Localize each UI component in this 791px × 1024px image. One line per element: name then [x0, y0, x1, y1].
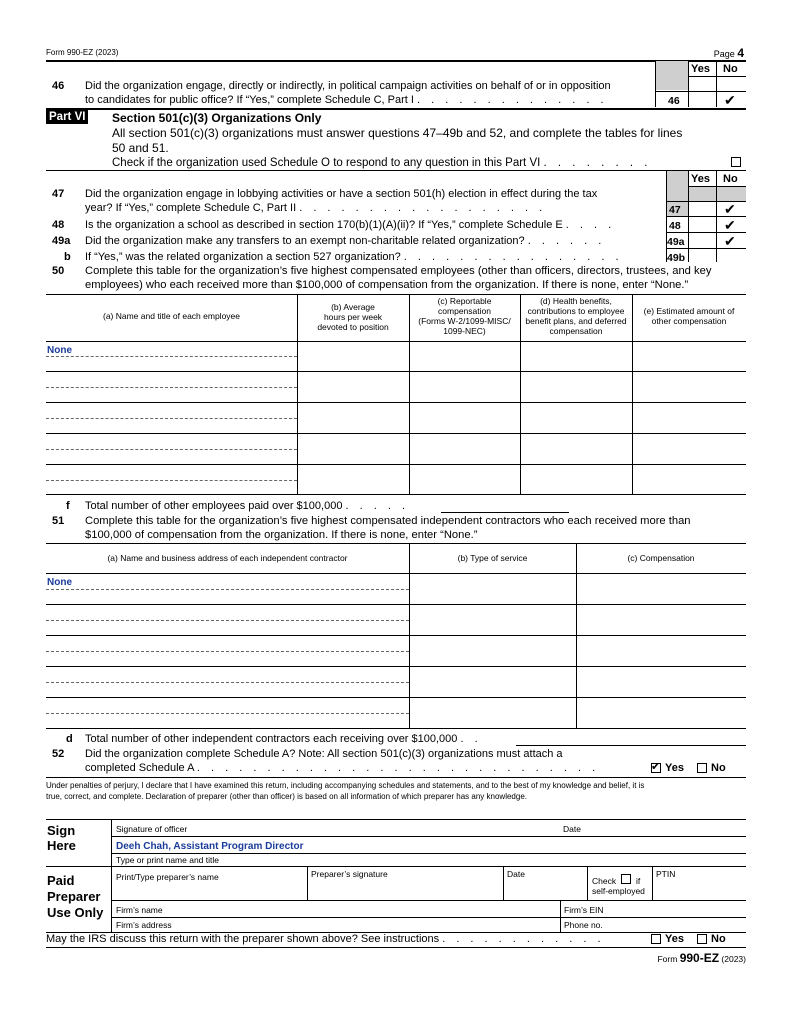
schedule-o-text: Check if the organization used Schedule O to respond to any question in this Part VI . . . . . . . .	[112, 157, 652, 169]
preparer-signature-label: Preparer’s signature	[311, 869, 388, 879]
q50-col-d: (d) Health benefits, contributions to employee benefit plans, and deferred compensation	[525, 296, 627, 336]
q46-box: 46	[668, 95, 680, 107]
q51d-number: d	[66, 733, 73, 745]
q51d-text: Total number of other independent contractors each receiving over $100,000 . .	[85, 733, 482, 745]
q47-text-1: Did the organization engage in lobbying activities or have a section 501(h) election in effect during the tax	[85, 188, 598, 200]
page-number: Page 4	[713, 46, 744, 60]
schedule-o-checkbox[interactable]	[731, 157, 741, 167]
no-col-label-2: No	[723, 173, 738, 185]
q52-text-1: Did the organization complete Schedule A? Note: All section 501(c)(3) organizations must attach a	[85, 748, 563, 760]
q48-box: 48	[669, 220, 681, 232]
q49b-number: b	[64, 251, 71, 263]
q50-col-a: (a) Name and title of each employee	[102, 311, 241, 321]
q47-no-check[interactable]: ✔	[724, 201, 736, 217]
part-vi-desc-1: All section 501(c)(3) organizations must answer questions 47–49b and 52, and complete the tables for lines	[112, 126, 683, 140]
phone-label: Phone no.	[564, 920, 603, 930]
q51-col-c: (c) Compensation	[627, 553, 695, 563]
q52-yes-label: Yes	[665, 762, 684, 774]
q46-text-1: Did the organization engage, directly or indirectly, in political campaign activities on behalf of or in opposition	[85, 80, 611, 92]
q49a-number: 49a	[52, 235, 71, 247]
no-col-label: No	[723, 63, 738, 75]
preparer-title-1: Paid	[47, 873, 75, 888]
if-label: if	[636, 876, 641, 886]
preparer-title-2: Preparer	[47, 889, 101, 904]
q49a-no-check[interactable]: ✔	[724, 233, 736, 249]
q51-col-a: (a) Name and business address of each independent contractor	[107, 553, 348, 563]
q50-col-c: (c) Reportable compensation (Forms W-2/1099-MISC/ 1099-NEC)	[418, 296, 511, 336]
yes-col-label-2: Yes	[691, 173, 710, 185]
self-employed-label: self-employed	[592, 886, 645, 896]
q50f-text: Total number of other employees paid over $100,000 . . . . .	[85, 500, 410, 512]
q50-text-2: employees) who each received more than $100,000 of compensation from the organization. If there is none, enter “None.”	[85, 279, 689, 291]
q52-no-label: No	[711, 762, 726, 774]
q52-number: 52	[52, 748, 65, 760]
q49b-box: 49b	[667, 252, 686, 264]
q51-text-2: $100,000 of compensation from the organization. If there is none, enter “None.”	[85, 529, 478, 541]
q51-col-b: (b) Type of service	[457, 553, 528, 563]
q47-number: 47	[52, 188, 65, 200]
q52-yes-mark: ✔	[651, 761, 661, 773]
q46-number: 46	[52, 80, 65, 92]
preparer-title-3: Use Only	[47, 905, 104, 920]
self-employed-checkbox[interactable]	[621, 874, 631, 884]
q46-text-2: to candidates for public office? If “Yes,” complete Schedule C, Part I . . . . . . . . . . . . . .	[85, 94, 608, 106]
q49a-text: Did the organization make any transfers to an exempt non-charitable related organization? . . . . . .	[85, 235, 606, 247]
q52-no-checkbox[interactable]	[697, 763, 707, 773]
q50-number: 50	[52, 265, 65, 277]
q50f-number: f	[66, 500, 70, 512]
discuss-no-label: No	[711, 933, 726, 945]
q48-number: 48	[52, 219, 65, 231]
signature-officer-label: Signature of officer	[116, 824, 188, 834]
q46-no-check[interactable]: ✔	[724, 92, 736, 108]
firm-ein-label: Firm’s EIN	[564, 905, 604, 915]
q48-text: Is the organization a school as described in section 170(b)(1)(A)(ii)? If “Yes,” complete Schedule E . . . .	[85, 219, 616, 231]
discuss-yes-label: Yes	[665, 933, 684, 945]
perjury-line-2: true, correct, and complete. Declaration of preparer (other than officer) is based on all information of which preparer has any knowledge.	[46, 792, 527, 801]
preparer-date-label: Date	[507, 869, 525, 879]
q52-text-2: completed Schedule A . . . . . . . . . . . . . . . . . . . . . . . . . . . . .	[85, 762, 600, 774]
sign-title-1: Sign	[47, 823, 76, 838]
q51-number: 51	[52, 515, 65, 527]
firm-address-label: Firm’s address	[116, 920, 172, 930]
ptin-label: PTIN	[656, 869, 676, 879]
q48-no-check[interactable]: ✔	[724, 217, 736, 233]
discuss-text: May the IRS discuss this return with the preparer shown above? See instructions . . . . . . . . . . . .	[46, 933, 605, 945]
q50-text-1: Complete this table for the organization’s five highest compensated employees (other than officers, directors, trustees, and key	[85, 265, 712, 277]
yes-col-label: Yes	[691, 63, 710, 75]
sign-date-label: Date	[563, 824, 581, 834]
q50-entry[interactable]: None	[47, 345, 72, 356]
part-vi-label: Part VI	[46, 110, 88, 124]
form-id: Form 990-EZ (2023)	[46, 48, 119, 57]
discuss-no-checkbox[interactable]	[697, 934, 707, 944]
part-vi-desc-2: 50 and 51.	[112, 141, 169, 155]
q47-text-2: year? If “Yes,” complete Schedule C, Part II . . . . . . . . . . . . . . . . . .	[85, 202, 547, 214]
q49b-text: If “Yes,” was the related organization a section 527 organization? . . . . . . . . . . . . . . . .	[85, 251, 623, 263]
check-label: Check	[592, 876, 617, 886]
q50-col-e: (e) Estimated amount of other compensation	[643, 306, 735, 326]
q51-text-1: Complete this table for the organization’s five highest compensated independent contractors who each received more than	[85, 515, 691, 527]
q49a-box: 49a	[667, 236, 685, 248]
officer-name-value[interactable]: Deeh Chah, Assistant Program Director	[116, 841, 304, 852]
firm-name-label: Firm’s name	[116, 905, 163, 915]
footer-form: Form 990-EZ (2023)	[657, 951, 746, 965]
q47-box: 47	[669, 204, 681, 216]
part-vi-title: Section 501(c)(3) Organizations Only	[112, 111, 322, 125]
perjury-line-1: Under penalties of perjury, I declare that I have examined this return, including accompanying schedules and statements, and to the best of my knowledge and belief, it is	[46, 781, 645, 790]
discuss-yes-checkbox[interactable]	[651, 934, 661, 944]
q51-entry[interactable]: None	[47, 577, 72, 588]
name-title-label: Type or print name and title	[116, 855, 220, 865]
preparer-name-label: Print/Type preparer’s name	[116, 872, 219, 882]
sign-title-2: Here	[47, 838, 76, 853]
q50-col-b: (b) Average hours per week devoted to position	[317, 302, 389, 332]
